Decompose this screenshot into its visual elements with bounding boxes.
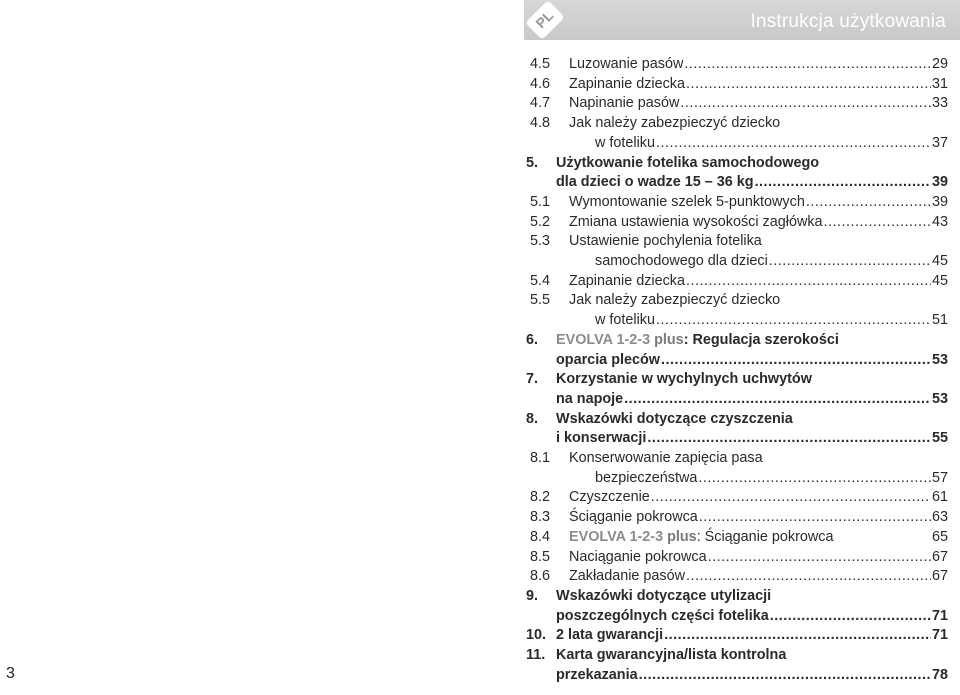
toc-title: Zapinanie dziecka [569, 75, 685, 92]
toc-number: 5.1 [530, 193, 551, 210]
toc-title-continued: na napoje [556, 390, 624, 407]
toc-page: 57 [931, 469, 948, 486]
toc-number: 5. [526, 154, 539, 171]
dot-leader [686, 567, 931, 587]
toc-page: 63 [931, 509, 948, 526]
toc-title: Wskazówki dotyczące czyszczenia [556, 410, 793, 427]
toc-title: Wskazówki dotyczące utylizacji [556, 587, 772, 604]
toc-number: 8.1 [530, 450, 551, 467]
brand-suffix: plus [667, 528, 697, 545]
toc-entry-4-6[interactable] [526, 75, 948, 95]
toc-entry-8[interactable] [526, 410, 948, 449]
brand-suffix: plus [654, 331, 684, 348]
table-of-contents [526, 55, 948, 686]
toc-title-continued: oparcia pleców [556, 351, 660, 368]
toc-title: Ustawienie pochylenia fotelika [569, 233, 762, 250]
dot-leader [770, 607, 931, 627]
toc-page: 71 [931, 627, 948, 644]
dot-leader [806, 193, 931, 213]
toc-page: 65 [931, 528, 948, 545]
dot-leader [708, 548, 931, 568]
page-header [524, 0, 960, 40]
toc-title: Użytkowanie fotelika samochodowego [556, 154, 820, 171]
dot-leader [639, 666, 931, 686]
toc-entry-8-5[interactable] [526, 548, 948, 568]
toc-title-continued: samochodowego dla dzieci [595, 253, 768, 270]
toc-entry-10[interactable] [526, 626, 948, 646]
toc-page: 39 [931, 174, 948, 191]
toc-number: 9. [526, 587, 539, 604]
toc-title-continued: przekazania [556, 666, 638, 683]
toc-page: 53 [931, 390, 948, 407]
toc-title: Jak należy zabezpieczyć dziecko [569, 292, 781, 309]
toc-number: 8.2 [530, 489, 551, 506]
toc-title-continued: i konserwacji [556, 430, 647, 447]
toc-number: 8. [526, 410, 539, 427]
toc-title-continued: bezpieczeństwa [595, 469, 698, 486]
toc-title-continued: w foteliku [595, 134, 655, 151]
toc-entry-8-1[interactable] [526, 449, 948, 488]
toc-title-rest: : Ściąganie pokrowca [696, 528, 834, 545]
toc-page: 29 [931, 56, 948, 72]
toc-page: 51 [931, 312, 948, 329]
toc-entry-8-4[interactable] [526, 528, 948, 548]
toc-title: Zakładanie pasów [569, 568, 685, 585]
toc-title: Karta gwarancyjna/lista kontrolna [556, 647, 787, 664]
toc-number: 4.7 [530, 95, 551, 112]
toc-entry-5-4[interactable] [526, 272, 948, 292]
toc-page: 71 [931, 607, 948, 624]
toc-page: 55 [931, 430, 948, 447]
toc-page: 31 [931, 75, 948, 92]
toc-entry-11[interactable] [526, 646, 948, 685]
toc-number: 7. [526, 371, 539, 388]
toc-title: Zapinanie dziecka [569, 272, 685, 289]
toc-number: 4.6 [530, 75, 551, 92]
page-number: 3 [6, 665, 15, 682]
dot-leader [651, 488, 931, 508]
toc-entry-5-5[interactable] [526, 291, 948, 330]
toc-number: 5.2 [530, 213, 551, 230]
toc-page: 67 [931, 568, 948, 585]
toc-page: 43 [931, 213, 948, 230]
toc-page: 67 [931, 548, 948, 565]
dot-leader [755, 173, 931, 193]
toc-entry-5[interactable] [526, 154, 948, 193]
toc-page: 61 [931, 489, 948, 506]
toc-entry-5-1[interactable] [526, 193, 948, 213]
toc-entry-6[interactable] [526, 331, 948, 370]
dot-leader [769, 252, 931, 272]
toc-entry-4-7[interactable] [526, 94, 948, 114]
brand-name: EVOLVA 1-2-3 [569, 528, 664, 545]
toc-title: Konserwowanie zapięcia pasa [569, 450, 763, 467]
brand-name: EVOLVA 1-2-3 [556, 331, 651, 348]
toc-entry-9[interactable] [526, 587, 948, 626]
toc-number: 8.6 [530, 568, 551, 585]
toc-entry-4-5[interactable] [526, 55, 948, 75]
toc-entry-8-3[interactable] [526, 508, 948, 528]
toc-entry-5-2[interactable] [526, 213, 948, 233]
toc-page: 33 [931, 95, 948, 112]
toc-entry-5-3[interactable] [526, 232, 948, 271]
toc-number: 11. [526, 647, 546, 664]
toc-entry-7[interactable] [526, 370, 948, 409]
toc-number: 8.3 [530, 509, 551, 526]
toc-title: Napinanie pasów [569, 95, 680, 112]
toc-title [556, 331, 839, 351]
dot-leader [664, 626, 931, 646]
toc-entry-4-8[interactable] [526, 114, 948, 153]
dot-leader [647, 429, 931, 449]
language-badge-text: PL [532, 7, 557, 32]
toc-page: 53 [931, 351, 948, 368]
header-title: Instrukcja użytkowania [750, 11, 946, 32]
dot-leader [661, 351, 931, 371]
toc-title-rest: : Regulacja szerokości [683, 331, 839, 348]
toc-title-continued: dla dzieci o wadze 15 – 36 kg [556, 174, 754, 191]
dot-leader [656, 311, 931, 331]
toc-number: 4.5 [530, 56, 551, 72]
toc-number: 6. [526, 331, 539, 348]
toc-title: Luzowanie pasów [569, 56, 684, 72]
dot-leader [656, 134, 931, 154]
toc-title: Zmiana ustawienia wysokości zagłówka [569, 213, 823, 230]
dot-leader [699, 508, 931, 528]
toc-number: 5.5 [530, 292, 551, 309]
dot-leader [680, 94, 931, 114]
toc-page: 45 [931, 272, 948, 289]
toc-number: 8.5 [530, 548, 551, 565]
dot-leader [684, 55, 931, 75]
toc-entry-8-2[interactable] [526, 488, 948, 508]
toc-number: 4.8 [530, 115, 551, 132]
toc-title: Ściąganie pokrowca [569, 509, 698, 526]
toc-title-continued: w foteliku [595, 312, 655, 329]
toc-title [569, 528, 833, 548]
toc-title: 2 lata gwarancji [556, 627, 664, 644]
toc-entry-8-6[interactable] [526, 567, 948, 587]
toc-title: Korzystanie w wychylnych uchwytów [556, 371, 812, 388]
toc-title: Czyszczenie [569, 489, 650, 506]
dot-leader [824, 213, 931, 233]
toc-page: 37 [931, 134, 948, 151]
toc-title: Wymontowanie szelek 5-punktowych [569, 193, 805, 210]
dot-leader [698, 469, 931, 489]
dot-leader [686, 75, 931, 95]
dot-leader [686, 272, 931, 292]
toc-page: 39 [931, 193, 948, 210]
toc-number: 8.4 [530, 528, 551, 545]
toc-title-continued: poszczególnych części fotelika [556, 607, 769, 624]
dot-leader [624, 390, 931, 410]
toc-page: 45 [931, 253, 948, 270]
toc-number: 5.4 [530, 272, 551, 289]
toc-title: Jak należy zabezpieczyć dziecko [569, 115, 781, 132]
toc-number: 5.3 [530, 233, 551, 250]
toc-page: 78 [931, 666, 948, 683]
toc-number: 10. [526, 627, 547, 644]
toc-title: Naciąganie pokrowca [569, 548, 707, 565]
